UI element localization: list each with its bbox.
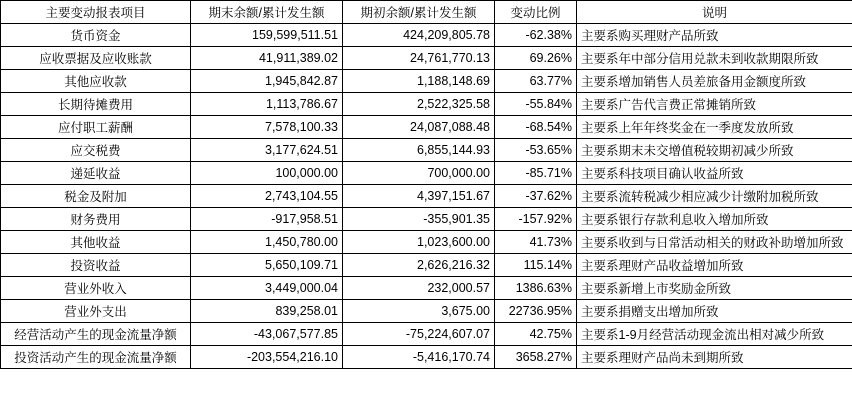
cell-begin-balance: -355,901.35 (343, 208, 495, 231)
cell-note: 主要系1-9月经营活动现金流出相对减少所致 (577, 323, 852, 346)
cell-item: 其他收益 (1, 231, 191, 254)
cell-end-balance: 1,113,786.67 (191, 93, 343, 116)
column-header-change-ratio: 变动比例 (495, 1, 577, 24)
column-header-begin-balance: 期初余额/累计发生额 (343, 1, 495, 24)
cell-end-balance: 7,578,100.33 (191, 116, 343, 139)
cell-end-balance: 100,000.00 (191, 162, 343, 185)
cell-begin-balance: 1,188,148.69 (343, 70, 495, 93)
cell-item: 递延收益 (1, 162, 191, 185)
cell-item: 营业外收入 (1, 277, 191, 300)
cell-begin-balance: 24,087,088.48 (343, 116, 495, 139)
cell-note: 主要系理财产品尚未到期所致 (577, 346, 852, 369)
cell-change-ratio: 1386.63% (495, 277, 577, 300)
cell-begin-balance: 1,023,600.00 (343, 231, 495, 254)
cell-change-ratio: 42.75% (495, 323, 577, 346)
column-header-item: 主要变动报表项目 (1, 1, 191, 24)
cell-end-balance: 1,450,780.00 (191, 231, 343, 254)
cell-begin-balance: 3,675.00 (343, 300, 495, 323)
table-row (1, 323, 852, 346)
cell-item: 投资收益 (1, 254, 191, 277)
table-row (1, 208, 852, 231)
cell-item: 应付职工薪酬 (1, 116, 191, 139)
table-row (1, 162, 852, 185)
cell-begin-balance: -75,224,607.07 (343, 323, 495, 346)
cell-item: 税金及附加 (1, 185, 191, 208)
cell-note: 主要系上年年终奖金在一季度发放所致 (577, 116, 852, 139)
column-header-note: 说明 (577, 1, 852, 24)
cell-change-ratio: -68.54% (495, 116, 577, 139)
cell-end-balance: 1,945,842.87 (191, 70, 343, 93)
table-row (1, 93, 852, 116)
cell-change-ratio: -85.71% (495, 162, 577, 185)
cell-change-ratio: 3658.27% (495, 346, 577, 369)
cell-begin-balance: 424,209,805.78 (343, 24, 495, 47)
cell-item: 应交税费 (1, 139, 191, 162)
cell-note: 主要系年中部分信用兑款未到收款期限所致 (577, 47, 852, 70)
cell-begin-balance: 24,761,770.13 (343, 47, 495, 70)
table-row (1, 116, 852, 139)
cell-change-ratio: -37.62% (495, 185, 577, 208)
cell-begin-balance: 6,855,144.93 (343, 139, 495, 162)
cell-note: 主要系流转税减少相应减少计缴附加税所致 (577, 185, 852, 208)
table-row (1, 231, 852, 254)
cell-item: 货币资金 (1, 24, 191, 47)
cell-end-balance: 3,449,000.04 (191, 277, 343, 300)
cell-item: 投资活动产生的现金流量净额 (1, 346, 191, 369)
cell-begin-balance: 2,522,325.58 (343, 93, 495, 116)
cell-note: 主要系广告代言费正常摊销所致 (577, 93, 852, 116)
cell-item: 财务费用 (1, 208, 191, 231)
cell-change-ratio: -53.65% (495, 139, 577, 162)
table-row (1, 185, 852, 208)
cell-end-balance: 41,911,389.02 (191, 47, 343, 70)
cell-begin-balance: 232,000.57 (343, 277, 495, 300)
table-row (1, 346, 852, 369)
cell-begin-balance: 700,000.00 (343, 162, 495, 185)
cell-change-ratio: -55.84% (495, 93, 577, 116)
cell-end-balance: 159,599,511.51 (191, 24, 343, 47)
cell-begin-balance: -5,416,170.74 (343, 346, 495, 369)
table-row (1, 300, 852, 323)
cell-end-balance: 3,177,624.51 (191, 139, 343, 162)
cell-change-ratio: 69.26% (495, 47, 577, 70)
cell-end-balance: 839,258.01 (191, 300, 343, 323)
cell-note: 主要系收到与日常活动相关的财政补助增加所致 (577, 231, 852, 254)
cell-end-balance: 2,743,104.55 (191, 185, 343, 208)
cell-item: 其他应收款 (1, 70, 191, 93)
cell-end-balance: -917,958.51 (191, 208, 343, 231)
cell-note: 主要系增加销售人员差旅备用金额度所致 (577, 70, 852, 93)
cell-end-balance: -43,067,577.85 (191, 323, 343, 346)
cell-change-ratio: 115.14% (495, 254, 577, 277)
cell-note: 主要系科技项目确认收益所致 (577, 162, 852, 185)
cell-begin-balance: 2,626,216.32 (343, 254, 495, 277)
cell-change-ratio: 22736.95% (495, 300, 577, 323)
table-row (1, 70, 852, 93)
table-header-row (1, 1, 852, 24)
cell-end-balance: -203,554,216.10 (191, 346, 343, 369)
table-body (1, 24, 852, 369)
cell-item: 应收票据及应收账款 (1, 47, 191, 70)
cell-note: 主要系购买理财产品所致 (577, 24, 852, 47)
cell-note: 主要系期末未交增值税较期初减少所致 (577, 139, 852, 162)
cell-change-ratio: -157.92% (495, 208, 577, 231)
cell-note: 主要系理财产品收益增加所致 (577, 254, 852, 277)
table-row (1, 277, 852, 300)
table-row (1, 24, 852, 47)
cell-change-ratio: 41.73% (495, 231, 577, 254)
cell-note: 主要系银行存款利息收入增加所致 (577, 208, 852, 231)
cell-item: 长期待摊费用 (1, 93, 191, 116)
table-row (1, 254, 852, 277)
cell-note: 主要系捐赠支出增加所致 (577, 300, 852, 323)
table-row (1, 47, 852, 70)
cell-item: 经营活动产生的现金流量净额 (1, 323, 191, 346)
table-row (1, 139, 852, 162)
cell-end-balance: 5,650,109.71 (191, 254, 343, 277)
cell-begin-balance: 4,397,151.67 (343, 185, 495, 208)
cell-change-ratio: -62.38% (495, 24, 577, 47)
cell-change-ratio: 63.77% (495, 70, 577, 93)
column-header-end-balance: 期末余额/累计发生额 (191, 1, 343, 24)
cell-note: 主要系新增上市奖励金所致 (577, 277, 852, 300)
cell-item: 营业外支出 (1, 300, 191, 323)
